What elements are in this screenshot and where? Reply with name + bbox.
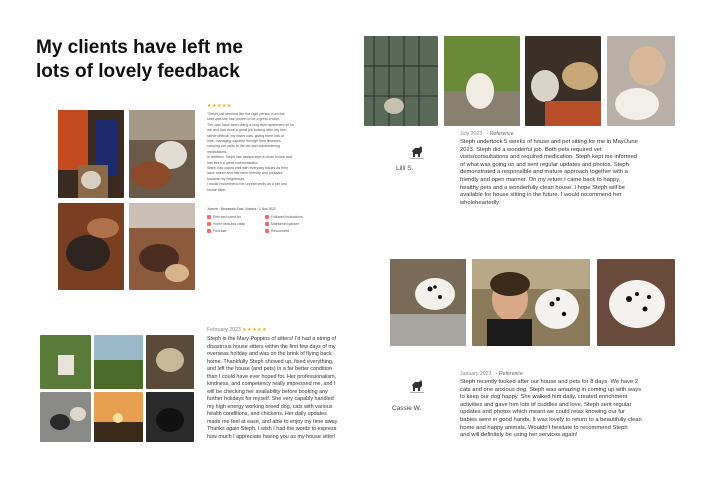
review-tag: Resourceful (265, 229, 313, 233)
review-line: "Steph just seemed like the right person from the (207, 112, 285, 116)
lilli-line: wholeheartedly. (460, 199, 501, 206)
review-line: medications. (207, 149, 228, 154)
check-icon (207, 215, 211, 219)
review-tag: Followed instructions (265, 215, 313, 219)
cassie-line: cats and one anxious dog. Steph was amazing in coming up with ways (460, 386, 642, 393)
february-line: further holidays for myself. She very capably handled (207, 396, 334, 402)
lilli-line: friendly and open manner. On my return I came back to happy, (460, 176, 621, 183)
february-line: my high energy working breed dog, cats with various (207, 403, 333, 410)
photo-sunset-dog (94, 392, 143, 442)
february-line: home. Thankfully Steph showed up, fixed everything, (207, 358, 334, 365)
lilli-date: July 2023 (460, 131, 483, 137)
review-tag: Home neat and clean (207, 222, 255, 226)
february-line: and left the house (and pets) in a far better condition (207, 366, 332, 372)
february-date: February 2023 (207, 327, 241, 333)
photo-cat-doorway (58, 110, 124, 198)
february-stars: ★★★★★ (242, 327, 267, 333)
lilli-line: available for house sitting in the future. I would recommend her (460, 192, 622, 199)
lilli-line: demonstrated a responsible and mature approach together with a (460, 169, 628, 176)
page-title-line2: lots of lovely feedback (36, 61, 240, 82)
february-review (207, 327, 377, 441)
cassie-line: activities and gave him lots of cuddles and love. Steph sent regular (460, 401, 632, 408)
photo-dog-indoor (146, 335, 194, 389)
cassie-line: home and happy animals. Wouldn't hesitate to recommend Steph (460, 424, 628, 431)
february-line: Thanks again Steph, I wish I had the words to express (207, 426, 337, 432)
page-title-line1: My clients have left me (36, 37, 243, 58)
review-text (207, 112, 313, 193)
cassie-line: and will definitely be using her services again! (460, 432, 578, 439)
review-tag: Pets well cared for (207, 215, 255, 219)
lilli-source: - Reference (486, 131, 514, 137)
february-text (207, 336, 377, 441)
check-icon (265, 222, 269, 226)
cassie-line: to keep our dog happy. She walked him daily, created enrichment (460, 394, 628, 401)
lilli-line: of what was going on and sent regular updates and photos. Steph (460, 161, 629, 168)
february-line: disastrous house sitters within the first few days of my (207, 343, 336, 350)
photo-cat-blanket (58, 203, 124, 290)
cassie-review (460, 371, 690, 440)
review-line: love, managing capably through their illnesses, (207, 139, 282, 144)
review-stars: ★★★★★ (207, 103, 232, 109)
review-line: carrying out visits to the vet and administering (207, 144, 280, 149)
february-line: how much I appreciate having you as my house sitter! (207, 433, 336, 440)
lilli-line: Steph undertook 5 weeks of house and pet sitting for me in May/June (460, 139, 638, 145)
cassie-date: January 2023 (460, 371, 492, 377)
photo-cat-floor (129, 203, 195, 290)
review-tags (207, 215, 313, 236)
review-card (207, 103, 313, 236)
check-icon (265, 229, 269, 233)
lilli-name: Lilli S. (396, 165, 414, 172)
cassie-source: - Reference (495, 371, 523, 377)
lilli-meta (460, 131, 690, 137)
lilli-review (460, 131, 690, 207)
february-line: than I could have ever hoped for. Her professionalism, (207, 373, 337, 380)
check-icon (207, 229, 211, 233)
review-line: Steph has coped well with everyday issues as they (207, 166, 288, 171)
house-dog-logo-icon (409, 376, 425, 394)
photo-dalmatian-closeup (597, 259, 675, 346)
cassie-line: babies were in good hands. It was lovely to return to a beautifully clean (460, 416, 642, 423)
review-tag: Punctual (207, 229, 255, 233)
page-title (36, 36, 296, 84)
review-line: The cats have been doing a long term apartment sit for (207, 122, 295, 127)
photo-garden-trees (94, 335, 143, 389)
review-line: I would recommend her unreservedly as a pet and (207, 182, 287, 187)
check-icon (207, 222, 211, 226)
photo-cat-enclosure (364, 36, 438, 126)
february-meta (207, 327, 377, 333)
photo-dalmatian-floor (390, 259, 466, 346)
photo-selfie-dalmatian (472, 259, 590, 346)
february-line: kindness, and competency really impressed me, and I (207, 381, 336, 387)
review-line: have arisen and has been friendly and pleasant (207, 171, 283, 176)
photo-cat-couch (129, 110, 195, 198)
review-line: house sitter. (207, 187, 227, 192)
photo-garden-chair (40, 335, 91, 389)
photo-black-cat (146, 392, 194, 442)
review-line: rather difficult, my foster cats, giving them lots of (207, 133, 284, 138)
lilli-line: visits/consultations and required medication. Steph kept me informed (460, 154, 637, 161)
february-line: will be checking her availability before booking any (207, 388, 328, 395)
check-icon (265, 215, 269, 219)
cassie-meta (460, 371, 690, 377)
february-line: health conditions, and chickens. Her daily updates (207, 411, 327, 417)
house-dog-logo-icon (409, 142, 425, 160)
lilli-line: 2023. Steph did a wonderful job. Both pets required vet (460, 146, 602, 153)
review-tag: Maintained garden (265, 222, 313, 226)
review-line: start and she has proven to be a great choice. (207, 117, 281, 122)
photo-cats-bowls (40, 392, 91, 442)
photo-selfie-dog (607, 36, 675, 126)
cassie-name: Cassie W. (392, 405, 422, 412)
february-line: overseas holiday and was on the brink of flying back (207, 351, 332, 357)
review-line: In addition, Steph has always kept a clean house and (207, 155, 292, 160)
review-reviewer: Joanne · Brunswick East, Victoria · 1 Nov 2022 (207, 207, 276, 212)
photo-dog-grass (444, 36, 520, 126)
review-line: has been a great communicator. (207, 160, 259, 165)
photo-dog-sofa (525, 36, 601, 126)
review-line: towards my neighbours. (207, 176, 246, 181)
february-line: made me feel at ease, and able to enjoy my time away. (207, 418, 339, 425)
cassie-line: Steph recently looked after our house and pets for 8 days. We have 2 (460, 379, 639, 385)
lilli-line: healthy pets and a wonderfully clean house. I hope Steph will be (460, 184, 625, 191)
cassie-text (460, 379, 690, 440)
review-line: me and has done a great job looking after my two, (207, 128, 287, 133)
february-line: Steph is the Mary Poppins of sitters! I'd had a string of (207, 336, 336, 342)
lilli-text (460, 139, 690, 207)
cassie-line: updates and photos which meant we could relax knowing our fur (460, 409, 625, 416)
